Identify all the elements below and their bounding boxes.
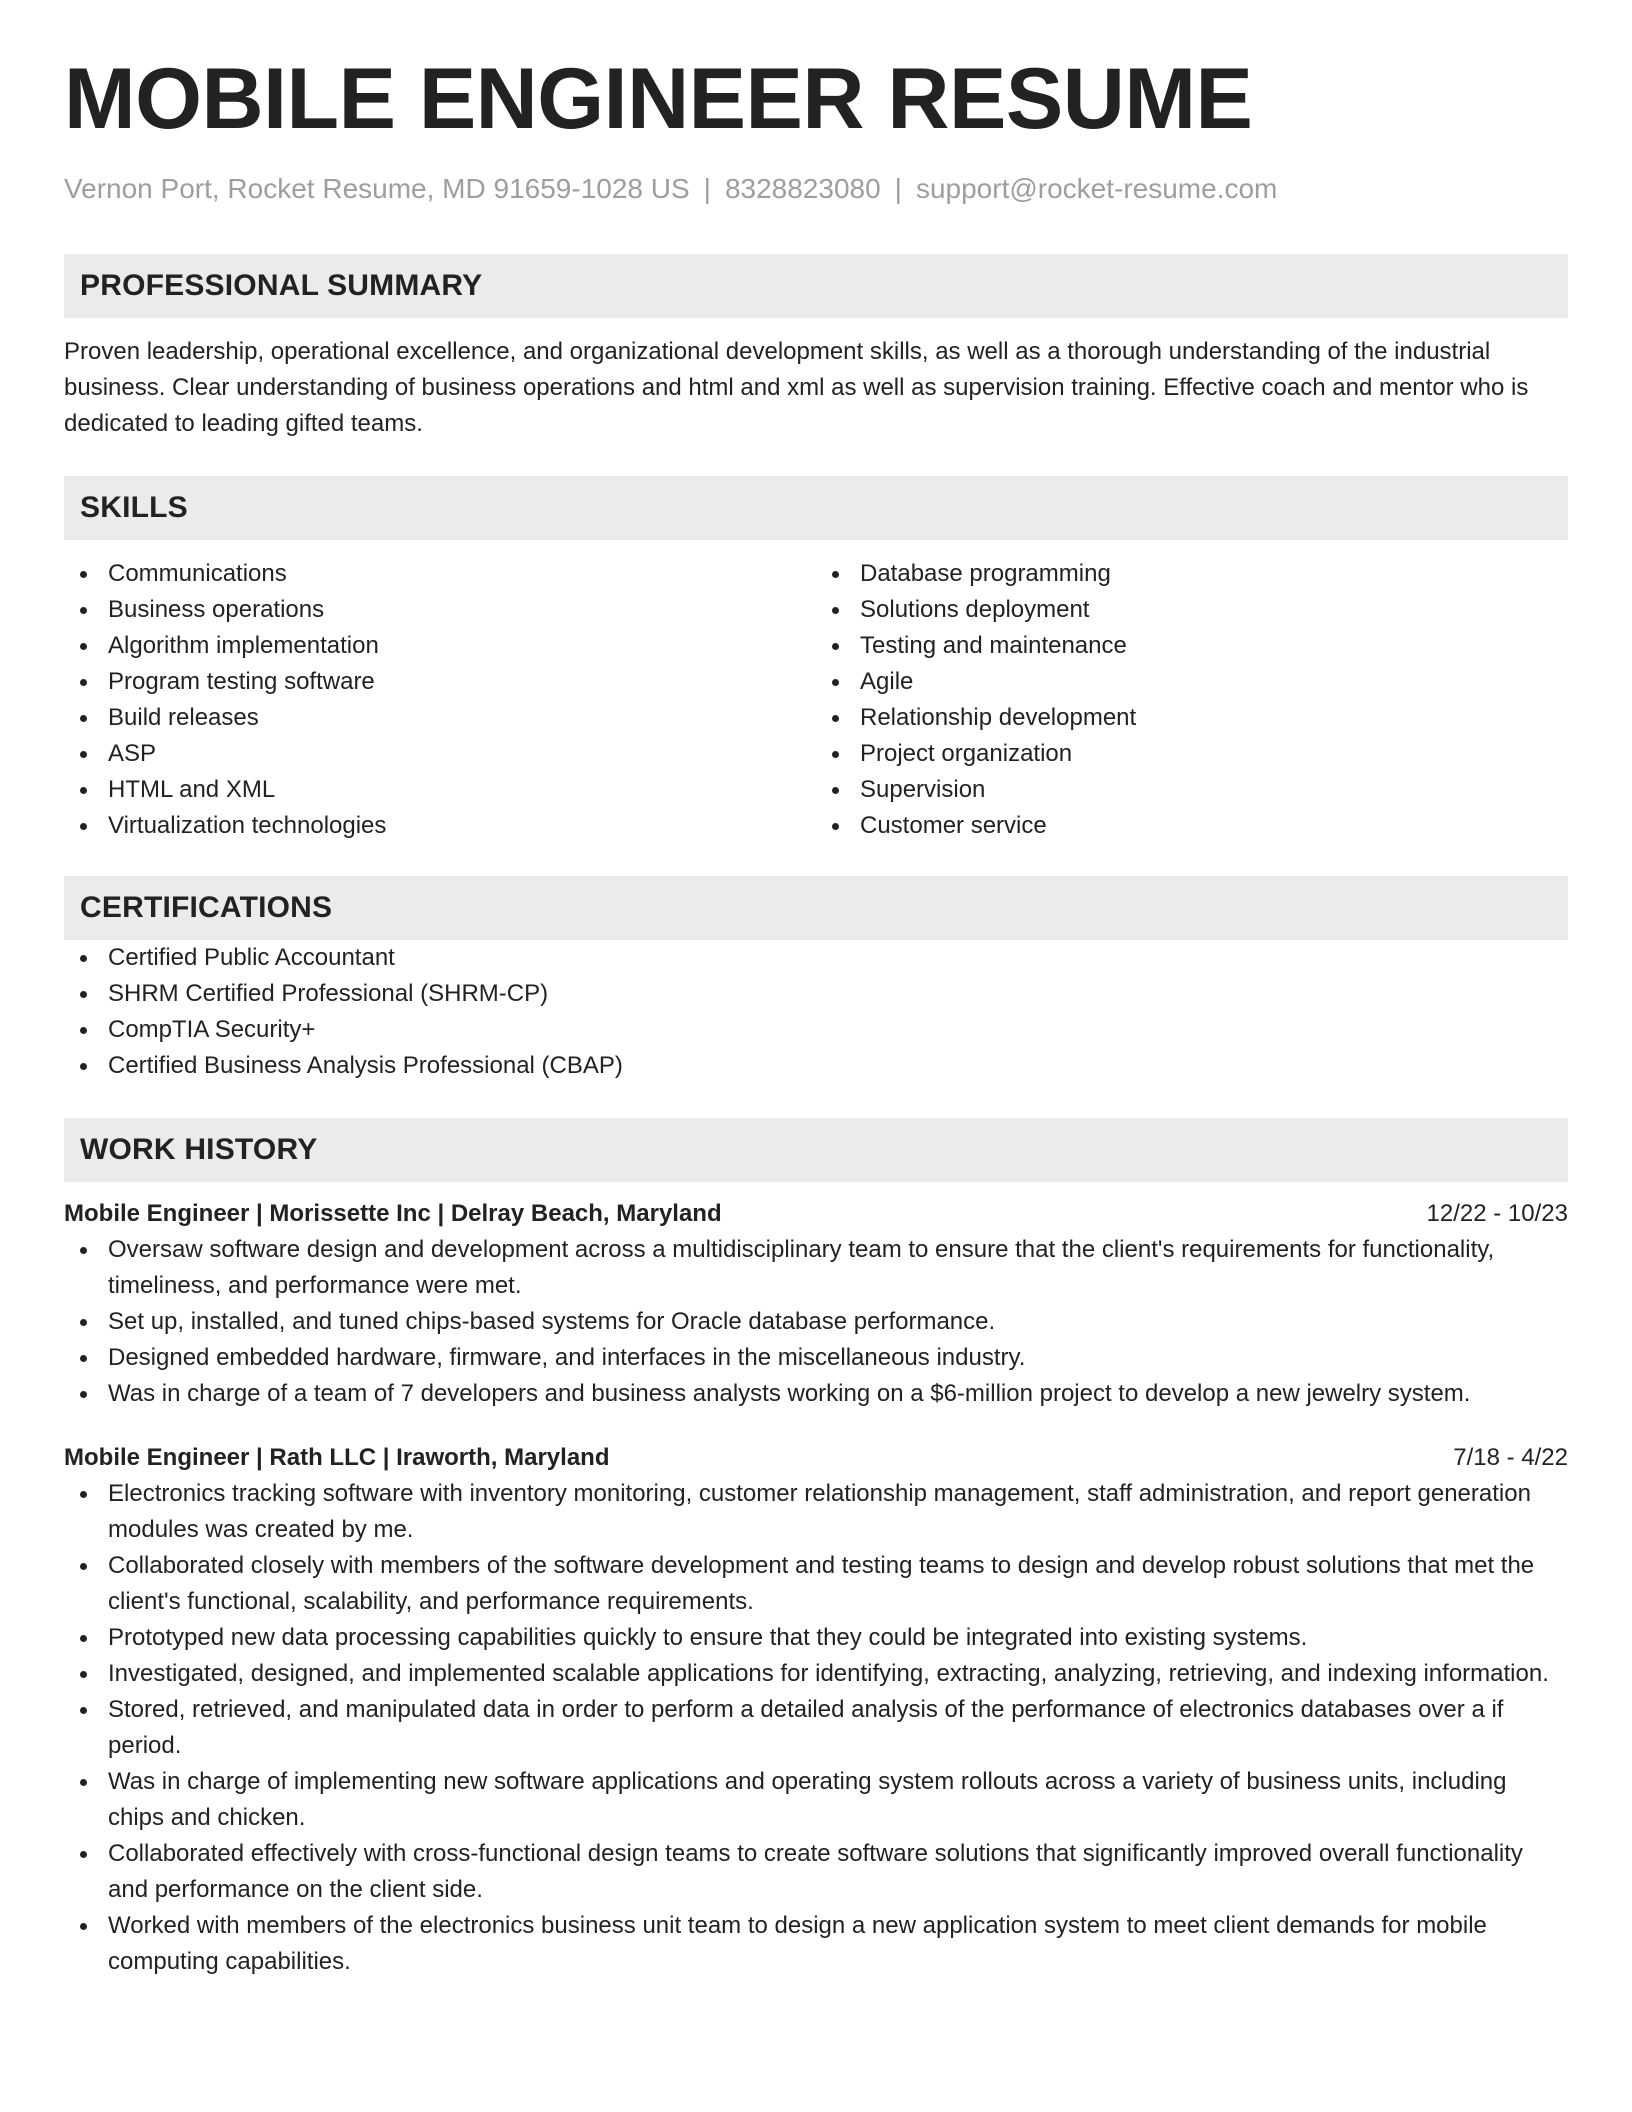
work-history-heading: WORK HISTORY xyxy=(80,1132,318,1166)
job-header xyxy=(64,1196,1568,1232)
skill-item: Algorithm implementation xyxy=(64,628,816,664)
job-dates: 7/18 - 4/22 xyxy=(1453,1443,1568,1471)
contact-email: support@rocket-resume.com xyxy=(915,173,1278,204)
contact-separator: | xyxy=(894,173,902,204)
job-header xyxy=(64,1440,1568,1476)
job-bullet: Worked with members of the electronics business unit team to design a new application system to meet client demands for mobile computing capabilities. xyxy=(64,1908,1568,1980)
job-entry xyxy=(64,1196,1568,1412)
job-title: Mobile Engineer | Morissette Inc | Delray Beach, Maryland xyxy=(64,1199,722,1227)
work-history-section-header xyxy=(64,1118,1568,1182)
skill-item: Build releases xyxy=(64,700,816,736)
job-title: Mobile Engineer | Rath LLC | Iraworth, Maryland xyxy=(64,1443,610,1471)
skill-item: Business operations xyxy=(64,592,816,628)
skills-list-left xyxy=(64,556,816,844)
job-bullet: Stored, retrieved, and manipulated data in order to perform a detailed analysis of the performance of electronics databases over a if period. xyxy=(64,1692,1568,1764)
job-bullet: Set up, installed, and tuned chips-based systems for Oracle database performance. xyxy=(64,1304,1568,1340)
job-bullet: Collaborated closely with members of the software development and testing teams to design and develop robust solutions that met the client's functional, scalability, and performance requirements. xyxy=(64,1548,1568,1620)
skill-item: Agile xyxy=(816,664,1568,700)
skill-item: Project organization xyxy=(816,736,1568,772)
contact-line xyxy=(64,172,1568,206)
certifications-heading: CERTIFICATIONS xyxy=(80,890,333,924)
summary-heading: PROFESSIONAL SUMMARY xyxy=(80,268,483,302)
skills-column-right xyxy=(816,556,1568,844)
job-bullet: Prototyped new data processing capabilities quickly to ensure that they could be integrated into existing systems. xyxy=(64,1620,1568,1656)
job-bullet: Was in charge of a team of 7 developers and business analysts working on a $6-million project to develop a new jewelry system. xyxy=(64,1376,1568,1412)
skills-grid xyxy=(64,556,1568,844)
job-bullet: Was in charge of implementing new software applications and operating system rollouts across a variety of business units, including chips and chicken. xyxy=(64,1764,1568,1836)
skill-item: Testing and maintenance xyxy=(816,628,1568,664)
job-bullet: Oversaw software design and development across a multidisciplinary team to ensure that the client's requirements for functionality, timeliness, and performance were met. xyxy=(64,1232,1568,1304)
certification-item: CompTIA Security+ xyxy=(64,1012,1568,1048)
skills-section-header xyxy=(64,476,1568,540)
skill-item: Supervision xyxy=(816,772,1568,808)
skill-item: HTML and XML xyxy=(64,772,816,808)
skill-item: ASP xyxy=(64,736,816,772)
job-bullets xyxy=(64,1476,1568,1980)
certification-item: Certified Public Accountant xyxy=(64,940,1568,976)
skill-item: Solutions deployment xyxy=(816,592,1568,628)
resume-title: MOBILE ENGINEER RESUME xyxy=(64,51,1253,147)
job-dates: 12/22 - 10/23 xyxy=(1426,1199,1568,1227)
contact-address: Vernon Port, Rocket Resume, MD 91659-1028 US xyxy=(64,173,690,204)
job-entry xyxy=(64,1440,1568,1980)
job-bullet: Investigated, designed, and implemented scalable applications for identifying, extracting, analyzing, retrieving, and indexing information. xyxy=(64,1656,1568,1692)
job-bullet: Designed embedded hardware, firmware, and interfaces in the miscellaneous industry. xyxy=(64,1340,1568,1376)
summary-section-header xyxy=(64,254,1568,318)
skill-item: Communications xyxy=(64,556,816,592)
skill-item: Database programming xyxy=(816,556,1568,592)
certification-item: Certified Business Analysis Professional (CBAP) xyxy=(64,1048,1568,1084)
skill-item: Relationship development xyxy=(816,700,1568,736)
skills-heading: SKILLS xyxy=(80,490,188,524)
certifications-section-header xyxy=(64,876,1568,940)
job-bullet: Collaborated effectively with cross-functional design teams to create software solutions that significantly improved overall functionality and performance on the client side. xyxy=(64,1836,1568,1908)
contact-phone: 8328823080 xyxy=(724,173,881,204)
skill-item: Customer service xyxy=(816,808,1568,844)
skills-column-left xyxy=(64,556,816,844)
contact-separator: | xyxy=(703,173,711,204)
job-bullets xyxy=(64,1232,1568,1412)
skill-item: Virtualization technologies xyxy=(64,808,816,844)
job-bullet: Electronics tracking software with inventory monitoring, customer relationship management, staff administration, and report generation modules was created by me. xyxy=(64,1476,1568,1548)
skill-item: Program testing software xyxy=(64,664,816,700)
certification-item: SHRM Certified Professional (SHRM-CP) xyxy=(64,976,1568,1012)
certifications-list xyxy=(64,940,1568,1084)
skills-list-right xyxy=(816,556,1568,844)
summary-text: Proven leadership, operational excellence, and organizational development skills, as well as a thorough understanding of the industrial business. Clear understanding of business operations and html and xml as well as supervision training. Effective coach and mentor who is dedicated to leading gifted teams. xyxy=(64,337,1529,437)
